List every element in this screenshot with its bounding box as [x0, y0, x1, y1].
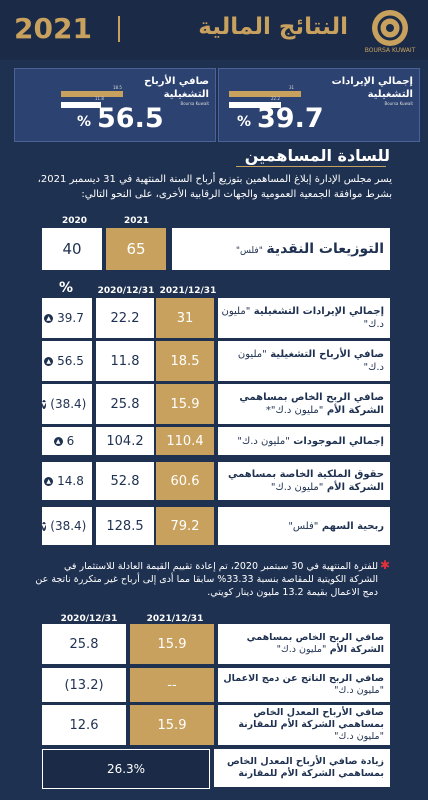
dividend-label: التوزيعات النقدية — [266, 241, 384, 257]
dividend-2021-value: 65 — [106, 228, 166, 270]
row-unit: "مليون د.ك"* — [265, 405, 324, 416]
arrow-down-icon: ▼ — [41, 522, 47, 530]
row-pct-value: 14.8 — [57, 474, 84, 488]
table-row-label — [218, 298, 390, 338]
kpi-bar-head: Boursa Kuwait — [180, 101, 209, 106]
row-pct-value: (38.4) — [50, 397, 87, 411]
dividend-label-cell — [172, 228, 390, 270]
row-label: إجمالي الموجودات — [293, 435, 384, 447]
kpi-bar-2021-value: 18.5 — [113, 85, 122, 90]
kpi-percent-sign: % — [77, 114, 92, 130]
kpi-title: صافي الأرباح التشغيلية — [144, 76, 209, 100]
dividend-2020-value: 40 — [42, 228, 102, 270]
dividend-unit: "فلس" — [235, 246, 263, 256]
footnote: للفترة المنتهية في 30 سبتمبر 2020، تم إعادة تقييم القيمة العادلة للاستثمار في الشركة الكويتية للمقاصة بنسبة 33.33% سابقا مما أدى إلى أرباح غير متكررة ناتجة عن دمج الاعمال بقيمة 13.2 مليون دينار كويتي. — [35, 561, 378, 598]
row-label: صافي الربح الخاص بمساهمي الشركة الأم — [239, 392, 384, 416]
row-pct — [42, 341, 92, 381]
row-pct-value: (38.4) — [50, 519, 87, 533]
total-value: 26.3% — [42, 749, 210, 789]
arrow-up-icon: ▲ — [44, 314, 53, 323]
arrow-up-icon: ▲ — [44, 357, 53, 366]
dividend-col-2021: 2021 — [124, 216, 150, 226]
row-2021-value: 79.2 — [156, 507, 214, 545]
section-underline — [236, 166, 386, 167]
row-2021-value: 18.5 — [156, 341, 214, 381]
row-2021-value: 60.6 — [156, 462, 214, 500]
row-pct-value: 6 — [66, 434, 75, 448]
table-row-label — [218, 462, 390, 500]
row-2020-value: 52.8 — [96, 462, 154, 500]
row-unit: "فلس" — [288, 520, 319, 532]
kpi-card-revenue — [218, 68, 420, 142]
kpi-bar-head: Boursa Kuwait — [384, 101, 413, 106]
row-label: ربحية السهم — [321, 520, 384, 532]
row-pct — [42, 427, 92, 455]
second-row-label: صافي الربح الخاص بمساهمي الشركة الأم — [246, 632, 384, 655]
kpi-bar-2021 — [229, 91, 301, 97]
second-row-2020-value: 25.8 — [42, 624, 126, 664]
row-unit: "مليون د.ك" — [237, 349, 384, 373]
row-label: حقوق الملكية الخاصة بمساهمي الشركة الأم — [227, 469, 384, 493]
second-table-row-label — [218, 624, 390, 664]
row-unit: "مليون د.ك" — [270, 482, 324, 493]
boursa-logo-icon — [370, 8, 410, 48]
row-unit: "مليون د.ك" — [221, 306, 384, 330]
arrow-up-icon: ▲ — [44, 477, 53, 486]
kpi-value: 56.5 — [97, 103, 164, 134]
note-star-icon: ✱ — [380, 558, 391, 572]
kpi-bar-2021-value: 31 — [289, 85, 295, 90]
header-year: 2021 — [14, 12, 92, 45]
main-col-2020: 2020/12/31 — [97, 286, 155, 296]
second-row-2020-value: 12.6 — [42, 705, 126, 745]
kpi-bar-2020-value: 22.2 — [271, 96, 280, 101]
kpi-bar-2020-value: 11.8 — [95, 96, 104, 101]
row-label: إجمالي الإيرادات التشغيلية — [253, 306, 384, 317]
row-pct — [42, 384, 92, 424]
kpi-bar-2020 — [61, 102, 101, 108]
kpi-bar-2021 — [61, 91, 123, 97]
kpi-title: إجمالي الإيرادات التشغيلية — [331, 76, 413, 100]
second-row-unit: "مليون د.ك" — [276, 644, 327, 655]
second-row-2021-value: 15.9 — [130, 705, 214, 745]
dividend-col-2020: 2020 — [62, 216, 88, 226]
second-col-2020: 2020/12/31 — [60, 614, 118, 624]
row-2020-value: 22.2 — [96, 298, 154, 338]
page-title: النتائج المالية — [198, 14, 348, 40]
row-pct — [42, 298, 92, 338]
arrow-down-icon: ▼ — [41, 400, 47, 408]
second-table-row-label — [218, 668, 390, 702]
section-title: للسادة المساهمين — [244, 146, 390, 165]
table-row-label — [218, 427, 390, 455]
second-row-2021-value: 15.9 — [130, 624, 214, 664]
row-2021-value: 31 — [156, 298, 214, 338]
main-col-2021: 2021/12/31 — [159, 286, 217, 296]
pct-header: % — [58, 280, 74, 296]
table-row-label — [218, 341, 390, 381]
second-row-2020-value: (13.2) — [42, 668, 126, 702]
second-row-2021-value: -- — [130, 668, 214, 702]
table-row-label — [218, 507, 390, 545]
row-2021-value: 15.9 — [156, 384, 214, 424]
row-2020-value: 128.5 — [96, 507, 154, 545]
second-row-label: صافي الربح الناتج عن دمج الاعمال — [223, 673, 384, 684]
arrow-up-icon: ▲ — [54, 437, 63, 446]
second-col-2021: 2021/12/31 — [146, 614, 204, 624]
row-unit: "مليون د.ك" — [237, 435, 290, 447]
row-2020-value: 104.2 — [96, 427, 154, 455]
row-2020-value: 11.8 — [96, 341, 154, 381]
table-row-label — [218, 384, 390, 424]
row-pct — [42, 507, 92, 545]
second-row-unit: "مليون د.ك" — [334, 685, 384, 696]
row-pct — [42, 462, 92, 500]
title-divider — [118, 16, 120, 42]
second-row-unit: "مليون د.ك" — [334, 731, 384, 742]
row-2020-value: 25.8 — [96, 384, 154, 424]
kpi-value: 39.7 — [257, 103, 324, 134]
kpi-percent-sign: % — [237, 114, 252, 130]
row-label: صافي الأرباح التشغيلية — [270, 349, 384, 360]
row-2021-value: 110.4 — [156, 427, 214, 455]
second-row-label: صافي الأرباح المعدل الخاص بمساهمي الشركة الأم للمقارنة — [238, 707, 384, 730]
row-pct-value: 56.5 — [57, 354, 84, 368]
kpi-card-net-profit — [14, 68, 216, 142]
logo-text: BOURSA KUWAIT — [364, 47, 416, 54]
total-label: زيادة صافي الأرباح المعدل الخاص بمساهمي الشركة الأم للمقارنة — [214, 749, 390, 787]
row-pct-value: 39.7 — [57, 311, 84, 325]
second-table-row-label — [218, 705, 390, 745]
intro-paragraph: يسر مجلس الإدارة إبلاغ المساهمين بتوزيع أرباح السنة المنتهية في 31 ديسمبر 2021، بشرط موافقة الجمعية العمومية والجهات الرقابية الأخرى، على النحو التالي: — [37, 174, 392, 200]
